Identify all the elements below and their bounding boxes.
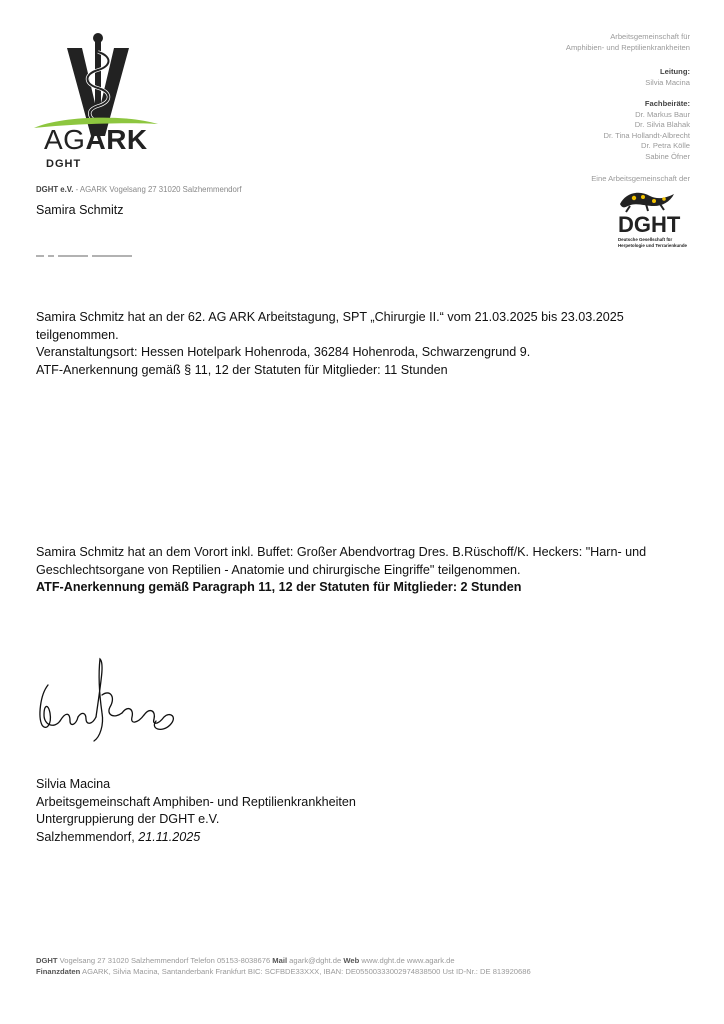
date: 21.11.2025 <box>138 829 201 844</box>
eine-ag-line: Eine Arbeitsgemeinschaft der <box>591 174 690 183</box>
svg-text:Deutsche Gesellschaft für: Deutsche Gesellschaft für <box>618 237 673 242</box>
org-name: Arbeitsgemeinschaft für Amphibien- und Reptilienkrankheiten <box>565 32 690 52</box>
paragraph-line: Samira Schmitz hat an der 62. AG ARK Arbeitstagung, SPT „Chirurgie II.“ vom 21.03.2025 bis 23.03.2025 <box>36 310 624 324</box>
signer-name: Silvia Macina <box>36 777 111 791</box>
sender-line: DGHT e.V. - AGARK Vogelsang 27 31020 Salzhemmendorf <box>36 185 242 194</box>
svg-text:DGHT: DGHT <box>618 212 681 237</box>
footer-finance-line: Finanzdaten AGARK, Silvia Macina, Santanderbank Frankfurt BIC: SCFBDE33XXX, IBAN: DE05500333002974838500 Ust ID-Nr.: DE 813920686 <box>36 967 531 976</box>
paragraph-line: Geschlechtsorgane von Reptilien - Anatomie und chirurgische Eingriffe" teilgenommen. <box>36 562 521 577</box>
paragraph-line: Samira Schmitz hat an dem Vorort inkl. Buffet: Großer Abendvortrag Dres. B.Rüschoff/K. Heckers: "Harn- und <box>36 545 647 559</box>
footer <box>36 955 531 977</box>
fachbeirat-block: Fachbeiräte: Dr. Markus Baur Dr. Silvia Blahak Dr. Tina Hollandt-Albrecht Dr. Petra Kölle Sabine Öfner <box>603 99 690 161</box>
place-date: Salzhemmendorf, 21.11.2025 <box>36 829 201 844</box>
signature-block <box>36 776 356 846</box>
venue-line: Veranstaltungsort: Hessen Hotelpark Hohenroda, 36284 Hohenroda, Schwarzengrund 9. <box>36 345 531 359</box>
svg-text:Herpetologie und Terrarienkund: Herpetologie und Terrarienkunde <box>618 243 687 248</box>
dght-logo <box>610 188 690 254</box>
participation-paragraph <box>36 309 698 379</box>
footer-contact-line: DGHT Vogelsang 27 31020 Salzhemmendorf Telefon 05153-8038676 Mail agark@dght.de Web www.dght.de www.agark.de <box>36 956 455 965</box>
atf-line: ATF-Anerkennung gemäß § 11, 12 der Statuten für Mitglieder: 11 Stunden <box>36 362 448 377</box>
cutoff-text-artifact <box>36 255 136 261</box>
footer-email: agark@dght.de <box>287 956 344 965</box>
logo-subtitle: DGHT <box>46 158 82 170</box>
logo-wordmark: AGARK <box>44 124 148 155</box>
signer-sub-org: Untergruppierung der DGHT e.V. <box>36 812 220 826</box>
footer-web: www.dght.de www.agark.de <box>359 956 455 965</box>
signer-org: Arbeitsgemeinschaft Amphiben- und Reptilienkrankheiten <box>36 794 356 809</box>
evening-lecture-paragraph <box>36 544 698 597</box>
paragraph-line: teilgenommen. <box>36 327 119 342</box>
atf-line-bold: ATF-Anerkennung gemäß Paragraph 11, 12 der Statuten für Mitglieder: 2 Stunden <box>36 580 522 594</box>
handwritten-signature <box>30 655 190 765</box>
recipient-name: Samira Schmitz <box>36 203 124 217</box>
leitung-block: Leitung: Silvia Macina <box>645 67 690 87</box>
